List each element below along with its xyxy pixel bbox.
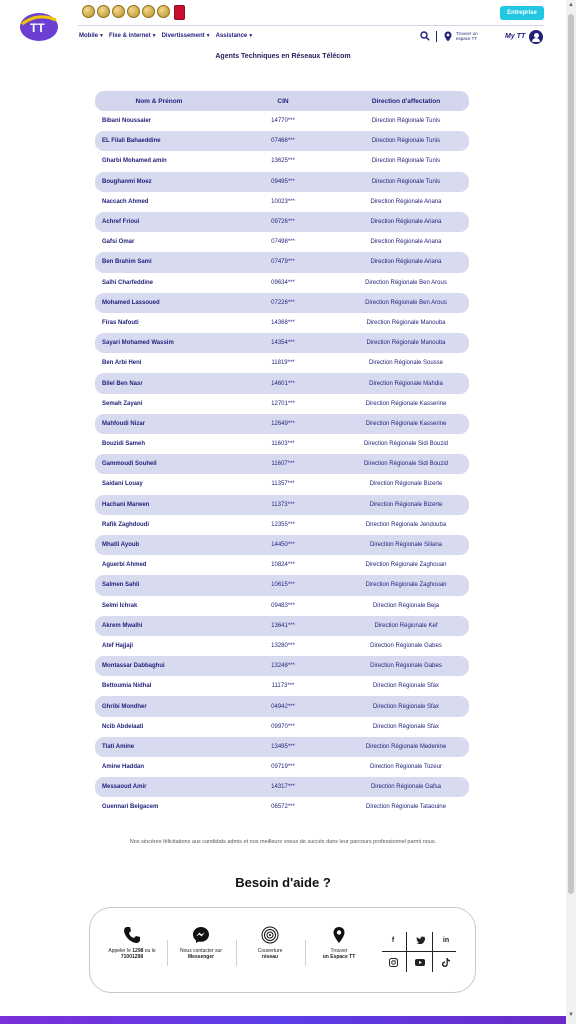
chevron-down-icon: ▼ — [248, 33, 254, 39]
cell-name: Gammoudi Souheil — [102, 461, 157, 468]
cell-direction: Direction Régionale Ben Arous — [365, 299, 447, 306]
table-row — [95, 252, 469, 272]
cell-cin: 09483*** — [271, 602, 295, 609]
cell-cin: 12701*** — [271, 400, 295, 407]
cell-cin: 09719*** — [271, 764, 295, 771]
cell-cin: 09634*** — [271, 279, 295, 286]
find-shop-link[interactable]: Trouver un espace TT — [456, 31, 478, 41]
find-label: un Espace TT — [322, 954, 356, 960]
call-help-item[interactable] — [102, 926, 162, 960]
tiktok-icon[interactable] — [433, 952, 459, 972]
cell-name: Tlati Amine — [102, 743, 135, 750]
network-coverage-icon — [261, 926, 279, 944]
facebook-icon[interactable]: f — [391, 936, 395, 944]
call-prefix: Appeler le — [108, 948, 131, 954]
cell-direction: Direction Régionale Ariana — [370, 219, 442, 226]
cell-name: Bouzidi Sameh — [102, 441, 146, 448]
cell-direction: Direction Régionale Gabes — [370, 663, 442, 670]
call-number-2: 71001298 — [120, 954, 144, 960]
nav-label: Divertissement — [161, 33, 205, 39]
table-row — [95, 111, 469, 131]
awards — [82, 5, 185, 20]
cell-cin: 04942*** — [271, 703, 295, 710]
results-table — [95, 91, 469, 818]
cell-cin: 11373*** — [271, 501, 295, 508]
cell-name: Atef Hajjaji — [102, 642, 134, 649]
award-medal-icon — [97, 5, 110, 18]
cell-direction: Direction Régionale Kef — [374, 622, 438, 629]
cell-direction: Direction Régionale Tunis — [371, 178, 441, 185]
cell-name: Salmen Sahli — [102, 582, 140, 589]
cell-cin: 13625*** — [271, 158, 295, 165]
help-separator — [305, 940, 306, 966]
cell-cin: 13280*** — [271, 642, 295, 649]
cell-cin: 07498*** — [271, 239, 295, 246]
location-pin-icon[interactable] — [444, 31, 452, 42]
location-pin-icon — [330, 926, 348, 944]
cell-name: Ben Brahim Sami — [102, 259, 152, 266]
cell-direction: Direction Régionale Ariana — [370, 239, 442, 246]
cell-direction: Direction Régionale Ariana — [370, 259, 442, 266]
cell-name: Messaoud Amir — [102, 784, 147, 791]
cell-direction: Direction Régionale Ben Arous — [365, 279, 447, 286]
cell-direction: Direction Régionale Tunis — [371, 138, 441, 145]
table-row — [95, 313, 469, 333]
table-row — [95, 192, 469, 212]
cell-direction: Direction Régionale Manouba — [366, 340, 446, 347]
table-row — [95, 717, 469, 737]
cell-name: EL Filali Bahaeddine — [102, 138, 161, 145]
cell-cin: 07226*** — [271, 299, 295, 306]
cell-name: Boughanmi Moez — [102, 178, 152, 185]
table-row — [95, 353, 469, 373]
cell-name: Bettoumia Nidhal — [102, 683, 152, 690]
cell-direction: Direction Régionale Siliana — [369, 542, 443, 549]
table-body — [95, 111, 469, 818]
cell-cin: 10615*** — [271, 582, 295, 589]
cell-cin: 14368*** — [271, 319, 295, 326]
column-header-direction: Direction d'affectation — [371, 97, 441, 105]
messenger-help-item[interactable] — [171, 926, 231, 960]
cell-direction: Direction Régionale Sidi Bouzid — [363, 461, 449, 468]
scrollbar-thumb[interactable] — [568, 14, 574, 894]
cell-cin: 09726*** — [271, 219, 295, 226]
cell-direction: Direction Régionale Tozeur — [370, 764, 442, 771]
table-row — [95, 293, 469, 313]
cell-cin: 14770*** — [271, 118, 295, 125]
table-row — [95, 575, 469, 595]
instagram-icon[interactable] — [380, 952, 406, 972]
main-nav — [79, 33, 253, 39]
twitter-icon[interactable] — [407, 930, 433, 950]
coverage-label: réseau — [261, 954, 279, 960]
cell-name: Ncib Abdelaati — [102, 723, 144, 730]
table-row — [95, 676, 469, 696]
tt-logo[interactable] — [18, 10, 62, 42]
cell-cin: 11607*** — [271, 461, 295, 468]
help-box — [89, 907, 476, 993]
table-row — [95, 797, 469, 817]
youtube-icon[interactable] — [407, 952, 433, 972]
congratulations-text: Nos sincères félicitations aux candidats admis et nos meilleurs voeux de succès dans leur parcours professionnel parmi nous. — [129, 839, 437, 845]
coverage-help-item[interactable] — [240, 926, 300, 960]
help-title: Besoin d'aide ? — [235, 875, 331, 890]
cell-name: Bibani Noussaier — [102, 118, 152, 125]
nav-label: Mobile — [79, 33, 98, 39]
table-row — [95, 151, 469, 171]
table-row — [95, 596, 469, 616]
messenger-prefix: Nous contacter sur — [180, 948, 222, 954]
nav-item-divertissement[interactable] — [162, 33, 211, 39]
table-row — [95, 737, 469, 757]
table-row — [95, 333, 469, 353]
table-row — [95, 172, 469, 192]
table-row — [95, 515, 469, 535]
search-icon[interactable] — [420, 31, 430, 41]
cell-direction: Direction Régionale Kasserine — [365, 400, 447, 407]
cell-cin: 09970*** — [271, 723, 295, 730]
cell-name: Mohamed Lassoued — [102, 299, 160, 306]
cell-cin: 11173*** — [271, 683, 295, 690]
cell-name: Achref Frioui — [102, 219, 140, 226]
cell-name: Guennari Belgacem — [102, 804, 159, 811]
cell-direction: Direction Régionale Mahdia — [369, 380, 443, 387]
cell-cin: 14354*** — [271, 340, 295, 347]
entreprise-button[interactable]: Entreprise — [500, 6, 544, 20]
cell-cin: 14317*** — [271, 784, 295, 791]
table-row — [95, 212, 469, 232]
cell-direction: Direction Régionale Beja — [372, 602, 440, 609]
cell-direction: Direction Régionale Tataouine — [366, 804, 446, 811]
award-medal-icon — [127, 5, 140, 18]
column-header-cin: CIN — [277, 97, 289, 105]
page-title: Agents Techniques en Réseaux Télécom — [215, 53, 351, 60]
table-row — [95, 232, 469, 252]
mytt-link[interactable]: My TT — [505, 33, 526, 40]
cell-direction: Direction Régionale Gabes — [370, 642, 442, 649]
cell-name: Ghribi Mondher — [102, 703, 147, 710]
award-medal-icon — [82, 5, 95, 18]
cell-name: Mhatli Ayoub — [102, 542, 140, 549]
chevron-down-icon: ▼ — [151, 33, 157, 39]
site-header — [0, 0, 566, 50]
coverage-prefix: Couverture — [257, 948, 283, 954]
table-row — [95, 535, 469, 555]
cell-direction: Direction Régionale Tunis — [371, 118, 441, 125]
cell-direction: Direction Régionale Sousse — [368, 360, 444, 367]
cell-cin: 10824*** — [271, 562, 295, 569]
cell-direction: Direction Régionale Kasserine — [365, 420, 447, 427]
table-row — [95, 373, 469, 393]
table-row — [95, 555, 469, 575]
cell-direction: Direction Régionale Ariana — [370, 198, 442, 205]
table-row — [95, 434, 469, 454]
cell-name: Aguerbi Ahmed — [102, 562, 147, 569]
cell-cin: 14601*** — [271, 380, 295, 387]
cell-name: Naccach Ahmed — [102, 198, 149, 205]
table-row — [95, 696, 469, 716]
cell-name: Amine Haddan — [102, 764, 145, 771]
cell-direction: Direction Régionale Manouba — [366, 319, 446, 326]
cell-cin: 13641*** — [271, 622, 295, 629]
cell-direction: Direction Régionale Bizerte — [369, 501, 443, 508]
social-links — [380, 930, 460, 974]
column-header-name: Nom & Prénom — [135, 97, 183, 105]
table-row — [95, 414, 469, 434]
award-badge-icon — [174, 5, 185, 20]
award-medal-icon — [112, 5, 125, 18]
cell-direction: Direction Régionale Gafsa — [370, 784, 442, 791]
linkedin-icon[interactable]: in — [442, 936, 450, 944]
cell-cin: 11357*** — [271, 481, 295, 488]
table-row — [95, 656, 469, 676]
nav-item-mobile[interactable] — [79, 33, 104, 39]
cell-name: Gafsi Omar — [102, 239, 135, 246]
find-prefix: Trouver — [330, 948, 348, 954]
cell-name: Sayari Mohamed Wassim — [102, 340, 174, 347]
cell-cin: 13248*** — [271, 663, 295, 670]
cell-cin: 10023*** — [271, 198, 295, 205]
table-row — [95, 757, 469, 777]
table-row — [95, 273, 469, 293]
svg-text:TT: TT — [30, 21, 45, 35]
cell-name: Salhi Charfeddine — [102, 279, 154, 286]
cell-direction: Direction Régionale Sfax — [372, 683, 440, 690]
help-separator — [236, 940, 237, 966]
cell-cin: 14450*** — [271, 542, 295, 549]
cell-cin: 09495*** — [271, 178, 295, 185]
help-separator — [167, 940, 168, 966]
scroll-down-arrow-icon[interactable]: ▼ — [568, 1012, 574, 1018]
cell-cin: 07479*** — [271, 259, 295, 266]
call-mid: ou le — [144, 948, 156, 954]
cell-cin: 12649*** — [271, 420, 295, 427]
cell-cin: 07466*** — [271, 138, 295, 145]
chevron-down-icon: ▼ — [205, 33, 211, 39]
cell-name: Ben Arbi Heni — [102, 360, 142, 367]
cell-name: Mahfoudi Nizar — [102, 420, 145, 427]
cell-cin: 12355*** — [271, 521, 295, 528]
nav-item-assistance[interactable] — [216, 33, 254, 39]
cell-name: Saidani Louay — [102, 481, 143, 488]
cell-name: Montassar Dabbaghui — [102, 663, 165, 670]
cell-direction: Direction Régionale Sidi Bouzid — [363, 441, 449, 448]
cell-name: Gharbi Mohamed amin — [102, 158, 167, 165]
scroll-up-arrow-icon[interactable]: ▲ — [568, 2, 574, 8]
cell-direction: Direction Régionale Jendouba — [365, 521, 447, 528]
table-row — [95, 495, 469, 515]
cell-name: Bilel Ben Nasr — [102, 380, 143, 387]
cell-direction: Direction Régionale Zaghouan — [365, 582, 447, 589]
cell-cin: 11819*** — [271, 360, 295, 367]
cell-name: Semah Zayani — [102, 400, 143, 407]
footer-gradient-bar — [0, 1016, 566, 1024]
cell-direction: Direction Régionale Sfax — [372, 723, 440, 730]
cell-name: Akrem Mwalhi — [102, 622, 143, 629]
award-medal-icon — [157, 5, 170, 18]
table-row — [95, 636, 469, 656]
call-number: 1298 — [132, 948, 144, 954]
chevron-down-icon: ▼ — [99, 33, 104, 39]
cell-cin: 13495*** — [271, 743, 295, 750]
table-header — [95, 91, 469, 111]
messenger-icon — [192, 926, 210, 944]
cell-name: Hachani Marwen — [102, 501, 150, 508]
nav-label: Assistance — [215, 33, 248, 39]
table-row — [95, 394, 469, 414]
cell-cin: 11603*** — [271, 441, 295, 448]
award-medal-icon — [142, 5, 155, 18]
phone-icon — [123, 926, 141, 944]
cell-name: Firas Nafouti — [102, 319, 139, 326]
cell-direction: Direction Régionale Bizerte — [369, 481, 443, 488]
table-row — [95, 474, 469, 494]
header-separator — [436, 31, 437, 42]
cell-cin: 06572*** — [271, 804, 295, 811]
cell-direction: Direction Régionale Medenine — [365, 743, 447, 750]
find-shop-help-item[interactable] — [309, 926, 369, 960]
header-divider — [78, 25, 544, 26]
table-row — [95, 777, 469, 797]
cell-direction: Direction Régionale Tunis — [371, 158, 441, 165]
cell-name: Rafik Zaghdoudi — [102, 521, 149, 528]
table-row — [95, 454, 469, 474]
nav-item-fixe-internet[interactable] — [109, 33, 157, 39]
user-avatar-icon[interactable] — [529, 30, 543, 44]
nav-label: Fixe & internet — [108, 33, 151, 39]
cell-direction: Direction Régionale Zaghouan — [365, 562, 447, 569]
messenger-label: Messenger — [187, 954, 215, 960]
table-row — [95, 616, 469, 636]
table-row — [95, 131, 469, 151]
cell-name: Selmi Ichrak — [102, 602, 138, 609]
cell-direction: Direction Régionale Sfax — [372, 703, 440, 710]
